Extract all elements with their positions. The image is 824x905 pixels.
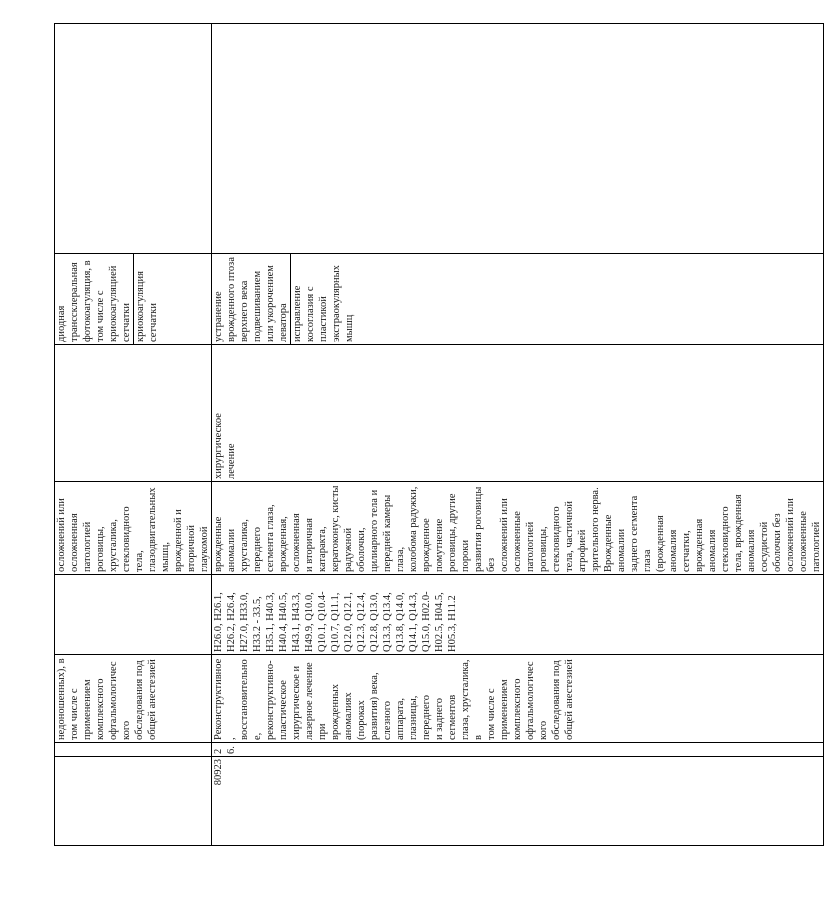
methods-list	[212, 254, 356, 344]
method-item: криокоагуляция сетчатки	[135, 271, 159, 342]
table-row-26	[212, 24, 824, 846]
method-item: устранение врожденного птоза верхнего века подвешиванием или укорочением леватора	[212, 254, 291, 344]
medical-care-table	[54, 23, 824, 846]
number-cell: 26.	[212, 743, 824, 757]
extra-cell	[55, 24, 212, 254]
methods-cell	[55, 254, 212, 345]
methods-list	[55, 254, 160, 344]
condition-cell: осложнений или осложненная патологией роговицы, хрусталика, стекловидного тела, глазодвигательных мышц, врожденной и вторичной глаукомой	[55, 482, 212, 575]
method-item: диодная транссклеральная фотокоагуляция, в том числе с криокоагуляцией сетчатки	[55, 254, 134, 344]
method-item: исправление косоглазия с пластикой экстраокулярных мышц	[292, 265, 355, 342]
treatment-type-cell	[55, 345, 212, 482]
methods-cell	[212, 254, 824, 345]
icd-codes-cell: H26.0, H26.1, H26.2, H26.4, H27.0, H33.0, H33.2 - 33.5, H35.1, H40.3, H40.4, H40.5, H43.1, H43.3, H49.9, Q10.0, Q10.1, Q10.4- Q10.7, Q11.1, Q12.0, Q12.1, Q12.3, Q12.4, Q12.8, Q13.0, Q13.3, Q13.4, Q13.8, Q14.0, Q14.1, Q14.3, Q15.0, H02.0- H02.5, H04.5, H05.3, H11.2	[212, 575, 824, 655]
care-type-cell: недоношенных), в том числе с применением комплексного офтальмологического обследования под общей анестезией	[55, 655, 212, 743]
price-cell: 80923	[212, 757, 824, 846]
price-cell	[55, 757, 212, 846]
icd-codes-cell	[55, 575, 212, 655]
table-row-continuation	[55, 24, 212, 846]
care-type-cell: Реконструктивное, восстановительное, реконструктивно- пластическое хирургическое и лазерное лечение при врожденных аномалиях (пороках развития) века, слезного аппарата, глазницы, переднего и заднего сегментов глаза, хрусталика, в том числе с применением комплексного офтальмологического обследования под общей анестезией	[212, 655, 824, 743]
treatment-type-cell: хирургическое лечение	[212, 345, 824, 482]
number-cell	[55, 743, 212, 757]
extra-cell	[212, 24, 824, 254]
rotated-table-container	[54, 24, 822, 846]
condition-cell: врожденные аномалии хрусталика, переднего сегмента глаза, врожденная, осложненная и вторичная катаракта, кератоконус, кисты радужной оболочки, цилиарного тела и передней камеры глаза, колобома радужки, врожденное помутнение роговицы, другие пороки развития роговицы без осложнений или осложненные патологией роговицы, стекловидного тела, частичной атрофией зрительного нерва. Врожденные аномалии заднего сегмента глаза (врожденная аномалия сетчатки, врожденная аномалия стекловидного тела, врожденная аномалия сосудистой оболочки без осложнений или осложненные патологией	[212, 482, 824, 575]
